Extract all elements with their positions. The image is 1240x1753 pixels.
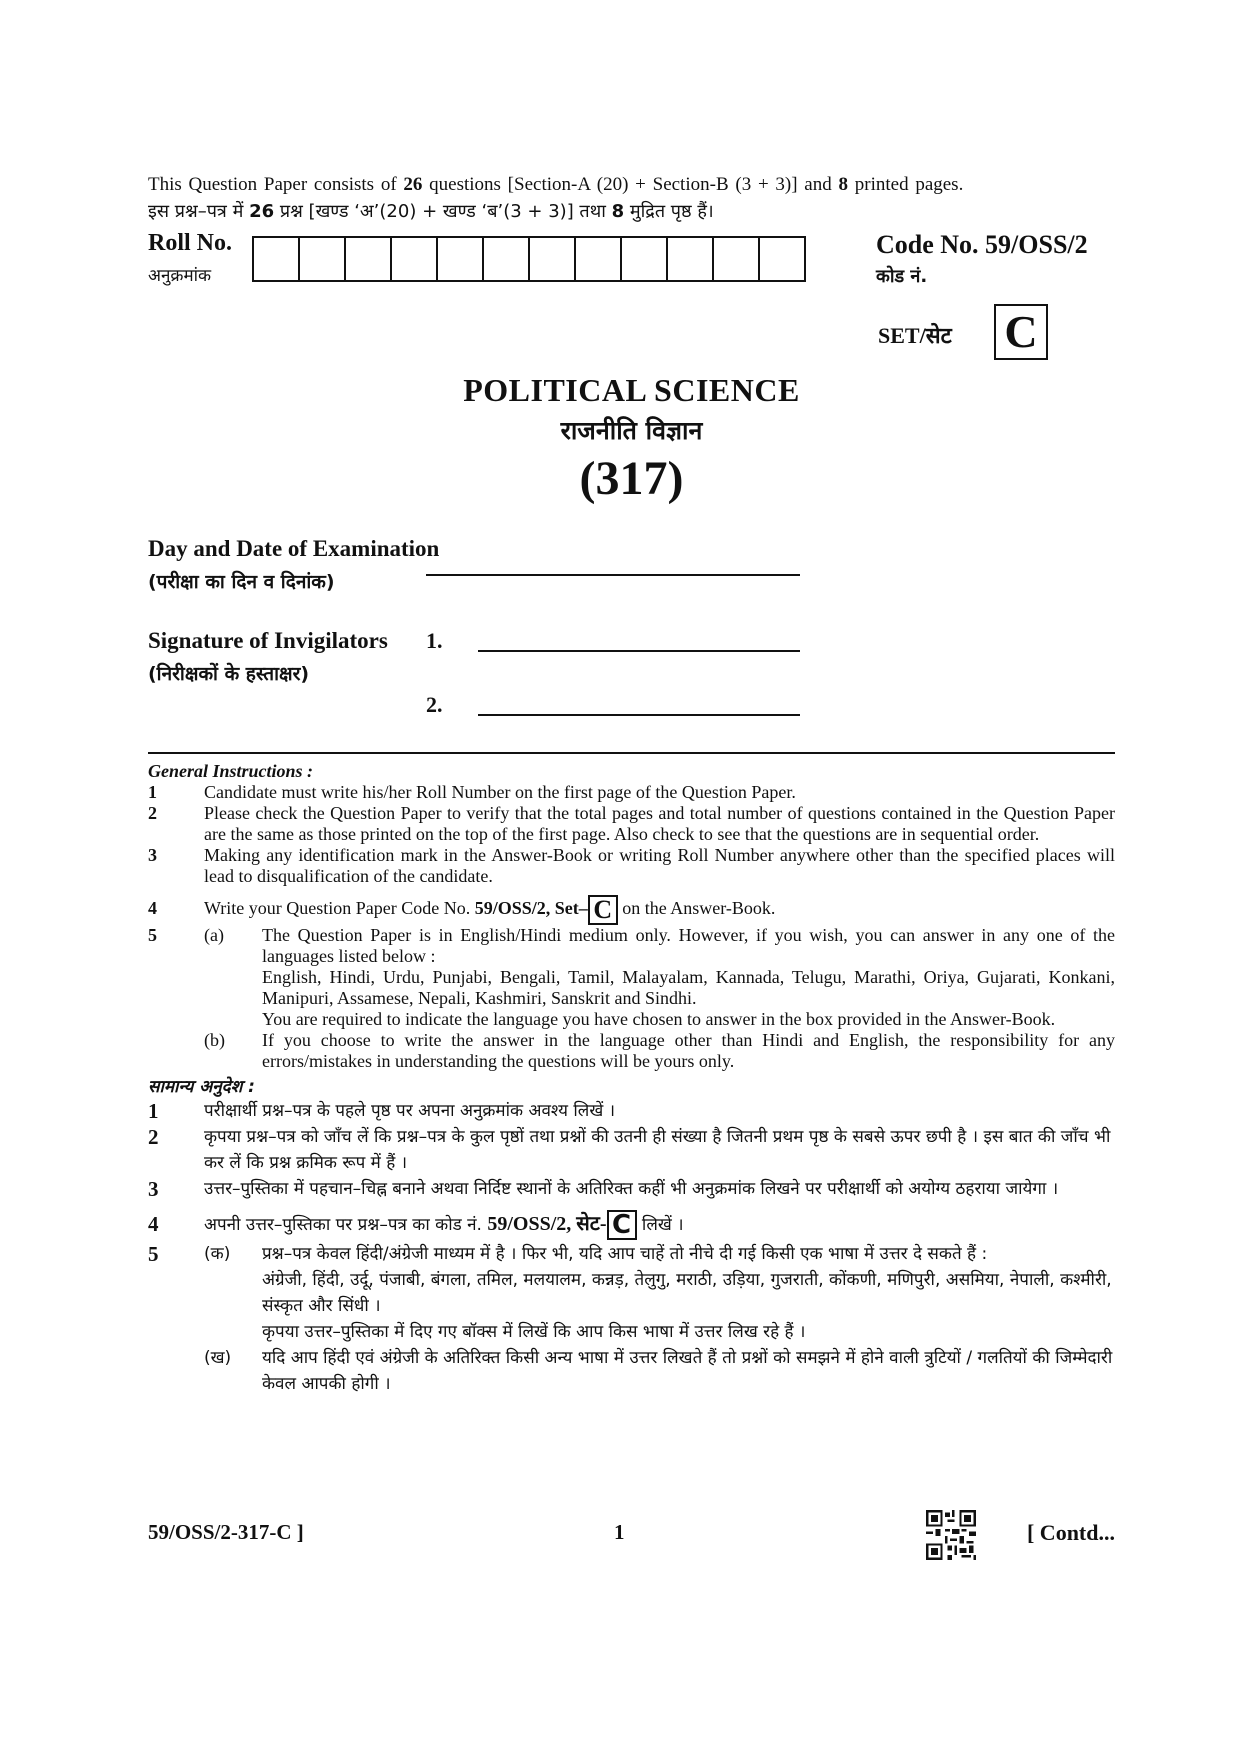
question-paper-page — [148, 172, 1115, 1397]
roll-digit-box[interactable] — [668, 238, 714, 280]
roll-no-label-hi: अनुक्रमांक — [148, 266, 212, 286]
instruction-hi-5b: (ख) यदि आप हिंदी एवं अंग्रेजी के अतिरिक्त किसी अन्य भाषा में उत्तर लिखते हैं तो प्रश्नों को समझने में होने वाली त्रुटियों / गलतियों की जिम्मेदारी केवल आपकी होगी । — [204, 1347, 1113, 1394]
general-instructions-heading-hi: सामान्य अनुदेश : — [148, 1076, 255, 1097]
set-badge: C — [994, 304, 1048, 360]
header-info-en: This Question Paper consists of 26 questions [Section-A (20) + Section-B (3 + 3)] and 8 printed pages. — [148, 174, 964, 195]
roll-digit-box[interactable] — [346, 238, 392, 280]
signature-1-field[interactable] — [478, 650, 800, 652]
instruction-en-5: 5 (a) The Question Paper is in English/Hindi medium only. However, if you wish, you can answer in any one of the languages listed below : English, Hindi, Urdu, Punjabi, Bengali, Tamil, Malayalam, Kannada, Telugu, Marathi, Oriya, Gujarati, Konkani, Manipuri, Assamese, Nepali, Kashmiri, Sanskrit and Sindhi. You are required to indicate the language you have chosen to answer in the box provided in the Answer-Book. (b) If you choose to write the answer in the language other than Hindi and English, the responsibility for any errors/mistakes in understanding the questions will be yours only. — [148, 924, 1115, 1071]
signature-1-number: 1. — [426, 628, 443, 653]
instruction-en-5b: (b) If you choose to write the answer in the language other than Hindi and English, the responsibility for any errors/mistakes in understanding the questions will be yours only. — [204, 1029, 1115, 1071]
instruction-hi-2: 2 कृपया प्रश्न–पत्र को जाँच लें कि प्रश्न–पत्र के कुल पृष्ठों तथा प्रश्नों की उतनी ही संख्या है जितनी प्रथम पृष्ठ के सबसे ऊपर छपी है । इस बात की जाँच भी कर लें कि प्रश्न क्रमिक रूप में हैं । — [148, 1124, 1111, 1173]
roll-digit-box[interactable] — [622, 238, 668, 280]
subject-title-hi: राजनीति विज्ञान — [560, 416, 703, 445]
divider — [148, 752, 1115, 754]
signature-2-number: 2. — [426, 692, 443, 717]
set-c-box: C — [588, 895, 618, 925]
roll-code-row — [148, 230, 1115, 292]
instruction-hi-5: 5 (क) प्रश्न–पत्र केवल हिंदी/अंग्रेजी माध्यम में है । फिर भी, यदि आप चाहें तो नीचे दी गई किसी एक भाषा में उत्तर दे सकते हैं : अंग्रेजी, हिंदी, उर्दू, पंजाबी, बंगला, तमिल, मलयालम, कन्नड़, तेलुगु, मराठी, उड़िया, गुजराती, कोंकणी, मणिपुरी, असमिया, नेपाली, कश्मीरी, संस्कृत और सिंधी । कृपया उत्तर–पुस्तिका में दिए गए बॉक्स में लिखें कि आप किस भाषा में उत्तर लिख रहे हैं । (ख) यदि आप हिंदी एवं अंग्रेजी के अतिरिक्त किसी अन्य भाषा में उत्तर लिखते हैं तो प्रश्नों को समझने में होने वाली त्रुटियों / गलतियों की जिम्मेदारी केवल आपकी होगी । — [148, 1241, 1115, 1397]
roll-digit-box[interactable] — [714, 238, 760, 280]
continued-marker: [ Contd... — [1026, 1520, 1115, 1545]
instruction-hi-4: 4 अपनी उत्तर–पुस्तिका पर प्रश्न–पत्र का कोड नं. 59/OSS/2, सेट- C लिखें । — [148, 1209, 684, 1240]
code-no-label: Code No. 59/OSS/2 — [876, 230, 1088, 259]
set-label: SET/सेट — [878, 323, 952, 348]
page-number: 1 — [614, 1520, 625, 1544]
exam-date-row — [148, 536, 1115, 608]
instruction-en-4: 4 Write your Question Paper Code No. 59/OSS/2, Set– C on the Answer-Book. — [148, 894, 776, 924]
roll-digit-box[interactable] — [576, 238, 622, 280]
signature-label-hi: (निरीक्षकों के हस्ताक्षर) — [148, 663, 310, 685]
instruction-en-1: 1 Candidate must write his/her Roll Number on the first page of the Question Paper. — [148, 782, 796, 802]
code-no-label-hi: कोड नं. — [876, 266, 928, 287]
roll-digit-box[interactable] — [392, 238, 438, 280]
roll-digit-box[interactable] — [300, 238, 346, 280]
signature-2-field[interactable] — [478, 714, 800, 716]
roll-digit-box[interactable] — [438, 238, 484, 280]
signature-label: Signature of Invigilators — [148, 628, 388, 653]
instruction-hi-5a: (क) प्रश्न–पत्र केवल हिंदी/अंग्रेजी माध्यम में है । फिर भी, यदि आप चाहें तो नीचे दी गई किसी एक भाषा में उत्तर दे सकते हैं : अंग्रेजी, हिंदी, उर्दू, पंजाबी, बंगला, तमिल, मलयालम, कन्नड़, तेलुगु, मराठी, उड़िया, गुजराती, कोंकणी, मणिपुरी, असमिया, नेपाली, कश्मीरी, संस्कृत और सिंधी । कृपया उत्तर–पुस्तिका में दिए गए बॉक्स में लिखें कि आप किस भाषा में उत्तर लिख रहे हैं । — [204, 1243, 1112, 1342]
roll-digit-box[interactable] — [530, 238, 576, 280]
instruction-en-5a: (a) The Question Paper is in English/Hindi medium only. However, if you wish, you can answer in any one of the languages listed below : English, Hindi, Urdu, Punjabi, Bengali, Tamil, Malayalam, Kannada, Telugu, Marathi, Oriya, Gujarati, Konkani, Manipuri, Assamese, Nepali, Kashmiri, Sanskrit and Sindhi. You are required to indicate the language you have chosen to answer in the box provided in the Answer-Book. — [204, 924, 1115, 1029]
page-footer — [148, 1510, 1115, 1560]
exam-date-field[interactable] — [426, 574, 800, 576]
header-info-hi: इस प्रश्न–पत्र में 26 प्रश्न [खण्ड ‘अ’(20) + खण्ड ‘ब’(3 + 3)] तथा 8 मुद्रित पृष्ठ हैं। — [148, 201, 714, 222]
subject-title: POLITICAL SCIENCE — [463, 372, 800, 408]
exam-date-label-hi: (परीक्षा का दिन व दिनांक) — [148, 571, 335, 593]
general-instructions-heading: General Instructions : — [148, 761, 314, 781]
instruction-en-3: 3 Making any identification mark in the Answer-Book or writing Roll Number anywhere other than the specified places will lead to disqualification of the candidate. — [148, 845, 1115, 886]
set-row — [148, 304, 1115, 362]
exam-date-label: Day and Date of Examination — [148, 536, 440, 561]
instruction-en-2: 2 Please check the Question Paper to verify that the total pages and total number of questions contained in the Question Paper are the same as those printed on the top of the first page. Also check to see that the questions are in sequential order. — [148, 803, 1115, 844]
instruction-hi-1: 1 परीक्षार्थी प्रश्न–पत्र के पहले पृष्ठ पर अपना अनुक्रमांक अवश्य लिखें । — [148, 1098, 616, 1123]
roll-no-label: Roll No. — [148, 230, 232, 256]
subject-code: (317) — [579, 452, 684, 505]
roll-number-boxes[interactable] — [252, 236, 806, 282]
roll-digit-box[interactable] — [760, 238, 804, 280]
instruction-hi-3: 3 उत्तर–पुस्तिका में पहचान–चिह्न बनाने अथवा निर्दिष्ट स्थानों के अतिरिक्त कहीं भी अनुक्रमांक लिखने पर परीक्षार्थी को अयोग्य ठहराया जायेगा । — [148, 1176, 1059, 1201]
roll-digit-box[interactable] — [254, 238, 300, 280]
invigilator-signature-row — [148, 628, 1115, 752]
footer-paper-code: 59/OSS/2-317-C ] — [148, 1520, 304, 1544]
roll-digit-box[interactable] — [484, 238, 530, 280]
qr-code-icon — [926, 1510, 976, 1560]
set-c-box-hi: C — [607, 1210, 637, 1240]
